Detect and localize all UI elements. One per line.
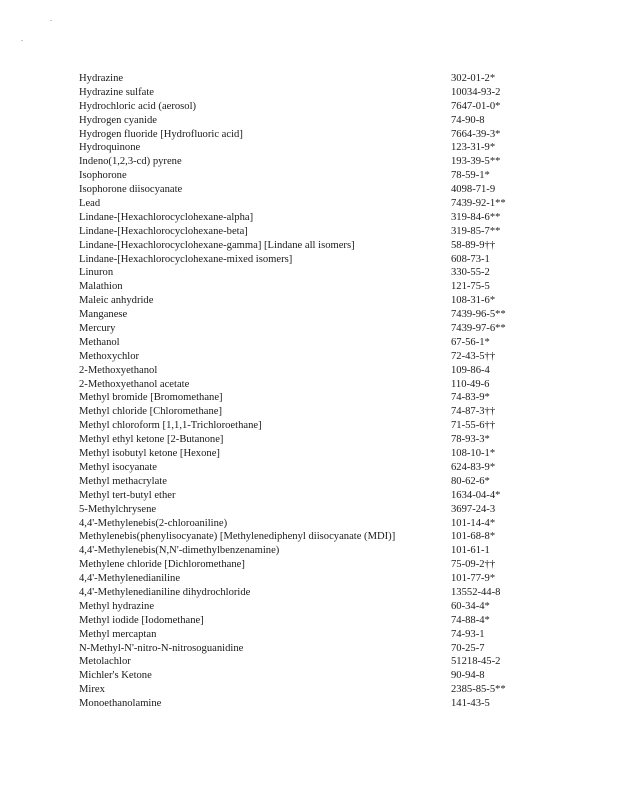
chemical-name: Metolachlor	[79, 656, 131, 668]
chemical-name: Methyl chloride [Chloromethane]	[79, 406, 222, 418]
chemical-name: Methylene chloride [Dichloromethane]	[79, 559, 245, 571]
chemical-name: Indeno(1,2,3-cd) pyrene	[79, 156, 182, 168]
chemical-row	[79, 614, 519, 628]
chemical-row	[79, 378, 519, 392]
cas-number: 101-68-8*	[451, 531, 496, 543]
cas-number: 7647-01-0*	[451, 100, 501, 112]
chemical-row	[79, 461, 519, 475]
cas-number: 78-93-3*	[451, 434, 490, 446]
chemical-row	[79, 239, 519, 253]
cas-number: 51218-45-2	[451, 656, 501, 668]
cas-number: 13552-44-8	[451, 586, 501, 598]
chemical-row	[79, 280, 519, 294]
chemical-name: Michler's Ketone	[79, 670, 152, 682]
chemical-name: Hydrogen fluoride [Hydrofluoric acid]	[79, 128, 243, 140]
chemical-name: Hydrogen cyanide	[79, 114, 157, 126]
chemical-row	[79, 266, 519, 280]
chemical-row	[79, 72, 519, 86]
chemical-name: Methyl isocyanate	[79, 461, 157, 473]
cas-number: 90-94-8	[451, 670, 485, 682]
chemical-name: 2-Methoxyethanol	[79, 364, 158, 376]
cas-number: 2385-85-5**	[451, 684, 506, 696]
chemical-row	[79, 308, 519, 322]
chemical-row	[79, 517, 519, 531]
cas-number: 58-89-9††	[451, 239, 496, 251]
chemical-name: Hydrazine sulfate	[79, 86, 155, 98]
chemical-row	[79, 322, 519, 336]
chemical-row	[79, 253, 519, 267]
chemical-row	[79, 155, 519, 169]
chemical-name: Methyl iodide [Iodomethane]	[79, 614, 204, 626]
chemical-name: Methoxychlor	[79, 350, 140, 362]
chemical-row	[79, 183, 519, 197]
cas-number: 123-31-9*	[451, 142, 496, 154]
chemical-name: Hydrochloric acid (aerosol)	[79, 100, 197, 112]
chemical-row	[79, 197, 519, 211]
cas-number: 193-39-5**	[451, 156, 501, 168]
cas-number: 67-56-1*	[451, 336, 490, 348]
chemical-row	[79, 211, 519, 225]
cas-number: 75-09-2††	[451, 559, 496, 571]
chemical-name: Lindane-[Hexachlorocyclohexane-mixed isomers]	[79, 253, 293, 265]
cas-number: 7439-92-1**	[451, 198, 506, 210]
chemical-row	[79, 572, 519, 586]
cas-number: 109-86-4	[451, 364, 490, 376]
cas-number: 7439-97-6**	[451, 323, 506, 335]
scan-speck	[21, 40, 23, 41]
chemical-name: Methylenebis(phenylisocyanate) [Methylenediphenyl diisocyanate (MDI)]	[79, 531, 396, 543]
cas-number: 74-83-9*	[451, 392, 490, 404]
cas-number: 108-31-6*	[451, 295, 496, 307]
chemical-name: Lindane-[Hexachlorocyclohexane-gamma] [Lindane all isomers]	[79, 239, 355, 251]
cas-number: 302-01-2*	[451, 73, 496, 84]
chemical-name: 4,4'-Methylenedianiline dihydrochloride	[79, 586, 251, 598]
chemical-name: Methyl tert-butyl ether	[79, 489, 176, 501]
chemical-row	[79, 475, 519, 489]
chemical-row	[79, 669, 519, 683]
chemical-row	[79, 628, 519, 642]
cas-number: 101-61-1	[451, 545, 490, 557]
chemical-name: Lindane-[Hexachlorocyclohexane-beta]	[79, 225, 248, 237]
chemical-row	[79, 586, 519, 600]
chemical-row	[79, 600, 519, 614]
cas-number: 74-90-8	[451, 114, 485, 126]
cas-number: 74-88-4*	[451, 614, 490, 626]
chemical-name: N-Methyl-N'-nitro-N-nitrosoguanidine	[79, 642, 244, 654]
cas-number: 608-73-1	[451, 253, 490, 265]
chemical-row	[79, 86, 519, 100]
cas-number: 60-34-4*	[451, 600, 490, 612]
cas-number: 121-75-5	[451, 281, 490, 293]
chemical-row	[79, 141, 519, 155]
chemical-name: Mirex	[79, 684, 105, 696]
cas-number: 319-85-7**	[451, 225, 501, 237]
chemical-row	[79, 530, 519, 544]
chemical-row	[79, 544, 519, 558]
chemical-row	[79, 225, 519, 239]
chemical-name: Hydroquinone	[79, 142, 141, 154]
chemical-name: 2-Methoxyethanol acetate	[79, 378, 190, 390]
chemical-name: Malathion	[79, 281, 123, 293]
chemical-row	[79, 558, 519, 572]
chemical-row	[79, 683, 519, 697]
chemical-list	[79, 72, 519, 711]
cas-number: 110-49-6	[451, 378, 490, 390]
chemical-row	[79, 447, 519, 461]
chemical-row	[79, 169, 519, 183]
chemical-row	[79, 405, 519, 419]
cas-number: 72-43-5††	[451, 350, 496, 362]
chemical-name: Monoethanolamine	[79, 698, 162, 710]
chemical-name: Maleic anhydride	[79, 295, 154, 307]
cas-number: 78-59-1*	[451, 170, 490, 182]
cas-number: 7439-96-5**	[451, 309, 506, 321]
cas-number: 1634-04-4*	[451, 489, 501, 501]
cas-number: 330-55-2	[451, 267, 490, 279]
chemical-name: 5-Methylchrysene	[79, 503, 157, 515]
chemical-name: 4,4'-Methylenebis(N,N'-dimethylbenzenamine)	[79, 545, 280, 557]
chemical-name: Methyl hydrazine	[79, 600, 155, 612]
chemical-row	[79, 294, 519, 308]
cas-number: 74-87-3††	[451, 406, 496, 418]
cas-number: 10034-93-2	[451, 86, 501, 98]
chemical-name: Methyl chloroform [1,1,1-Trichloroethane]	[79, 420, 262, 432]
chemical-name: Isophorone	[79, 170, 127, 182]
cas-number: 3697-24-3	[451, 503, 496, 515]
chemical-name: Methyl bromide [Bromomethane]	[79, 392, 223, 404]
chemical-row	[79, 391, 519, 405]
chemical-row	[79, 364, 519, 378]
cas-number: 624-83-9*	[451, 461, 496, 473]
chemical-row	[79, 419, 519, 433]
chemical-name: 4,4'-Methylenebis(2-chloroaniline)	[79, 517, 228, 529]
cas-number: 4098-71-9	[451, 184, 496, 196]
chemical-name: Linuron	[79, 267, 114, 279]
cas-number: 101-77-9*	[451, 573, 496, 585]
chemical-row	[79, 489, 519, 503]
cas-number: 319-84-6**	[451, 211, 501, 223]
scan-speck	[50, 20, 52, 21]
chemical-name: Methanol	[79, 336, 120, 348]
chemical-name: Methyl mercaptan	[79, 628, 157, 640]
cas-number: 7664-39-3*	[451, 128, 501, 140]
chemical-name: Methyl isobutyl ketone [Hexone]	[79, 448, 220, 460]
chemical-name: Hydrazine	[79, 73, 124, 84]
cas-number: 101-14-4*	[451, 517, 496, 529]
chemical-row	[79, 642, 519, 656]
chemical-row	[79, 655, 519, 669]
chemical-name: Manganese	[79, 309, 128, 321]
cas-number: 71-55-6††	[451, 420, 496, 432]
cas-number: 74-93-1	[451, 628, 485, 640]
chemical-row	[79, 128, 519, 142]
cas-number: 70-25-7	[451, 642, 485, 654]
chemical-row	[79, 350, 519, 364]
chemical-row	[79, 100, 519, 114]
chemical-name: Mercury	[79, 323, 116, 335]
cas-number: 141-43-5	[451, 698, 490, 710]
chemical-row	[79, 433, 519, 447]
chemical-row	[79, 336, 519, 350]
chemical-row	[79, 114, 519, 128]
chemical-row	[79, 697, 519, 711]
chemical-name: Lindane-[Hexachlorocyclohexane-alpha]	[79, 211, 254, 223]
chemical-row	[79, 503, 519, 517]
cas-number: 80-62-6*	[451, 475, 490, 487]
cas-number: 108-10-1*	[451, 448, 496, 460]
chemical-name: Methyl ethyl ketone [2-Butanone]	[79, 434, 224, 446]
chemical-name: Isophorone diisocyanate	[79, 184, 183, 196]
chemical-name: Lead	[79, 198, 101, 210]
chemical-name: Methyl methacrylate	[79, 475, 167, 487]
chemical-name: 4,4'-Methylenedianiline	[79, 573, 181, 585]
